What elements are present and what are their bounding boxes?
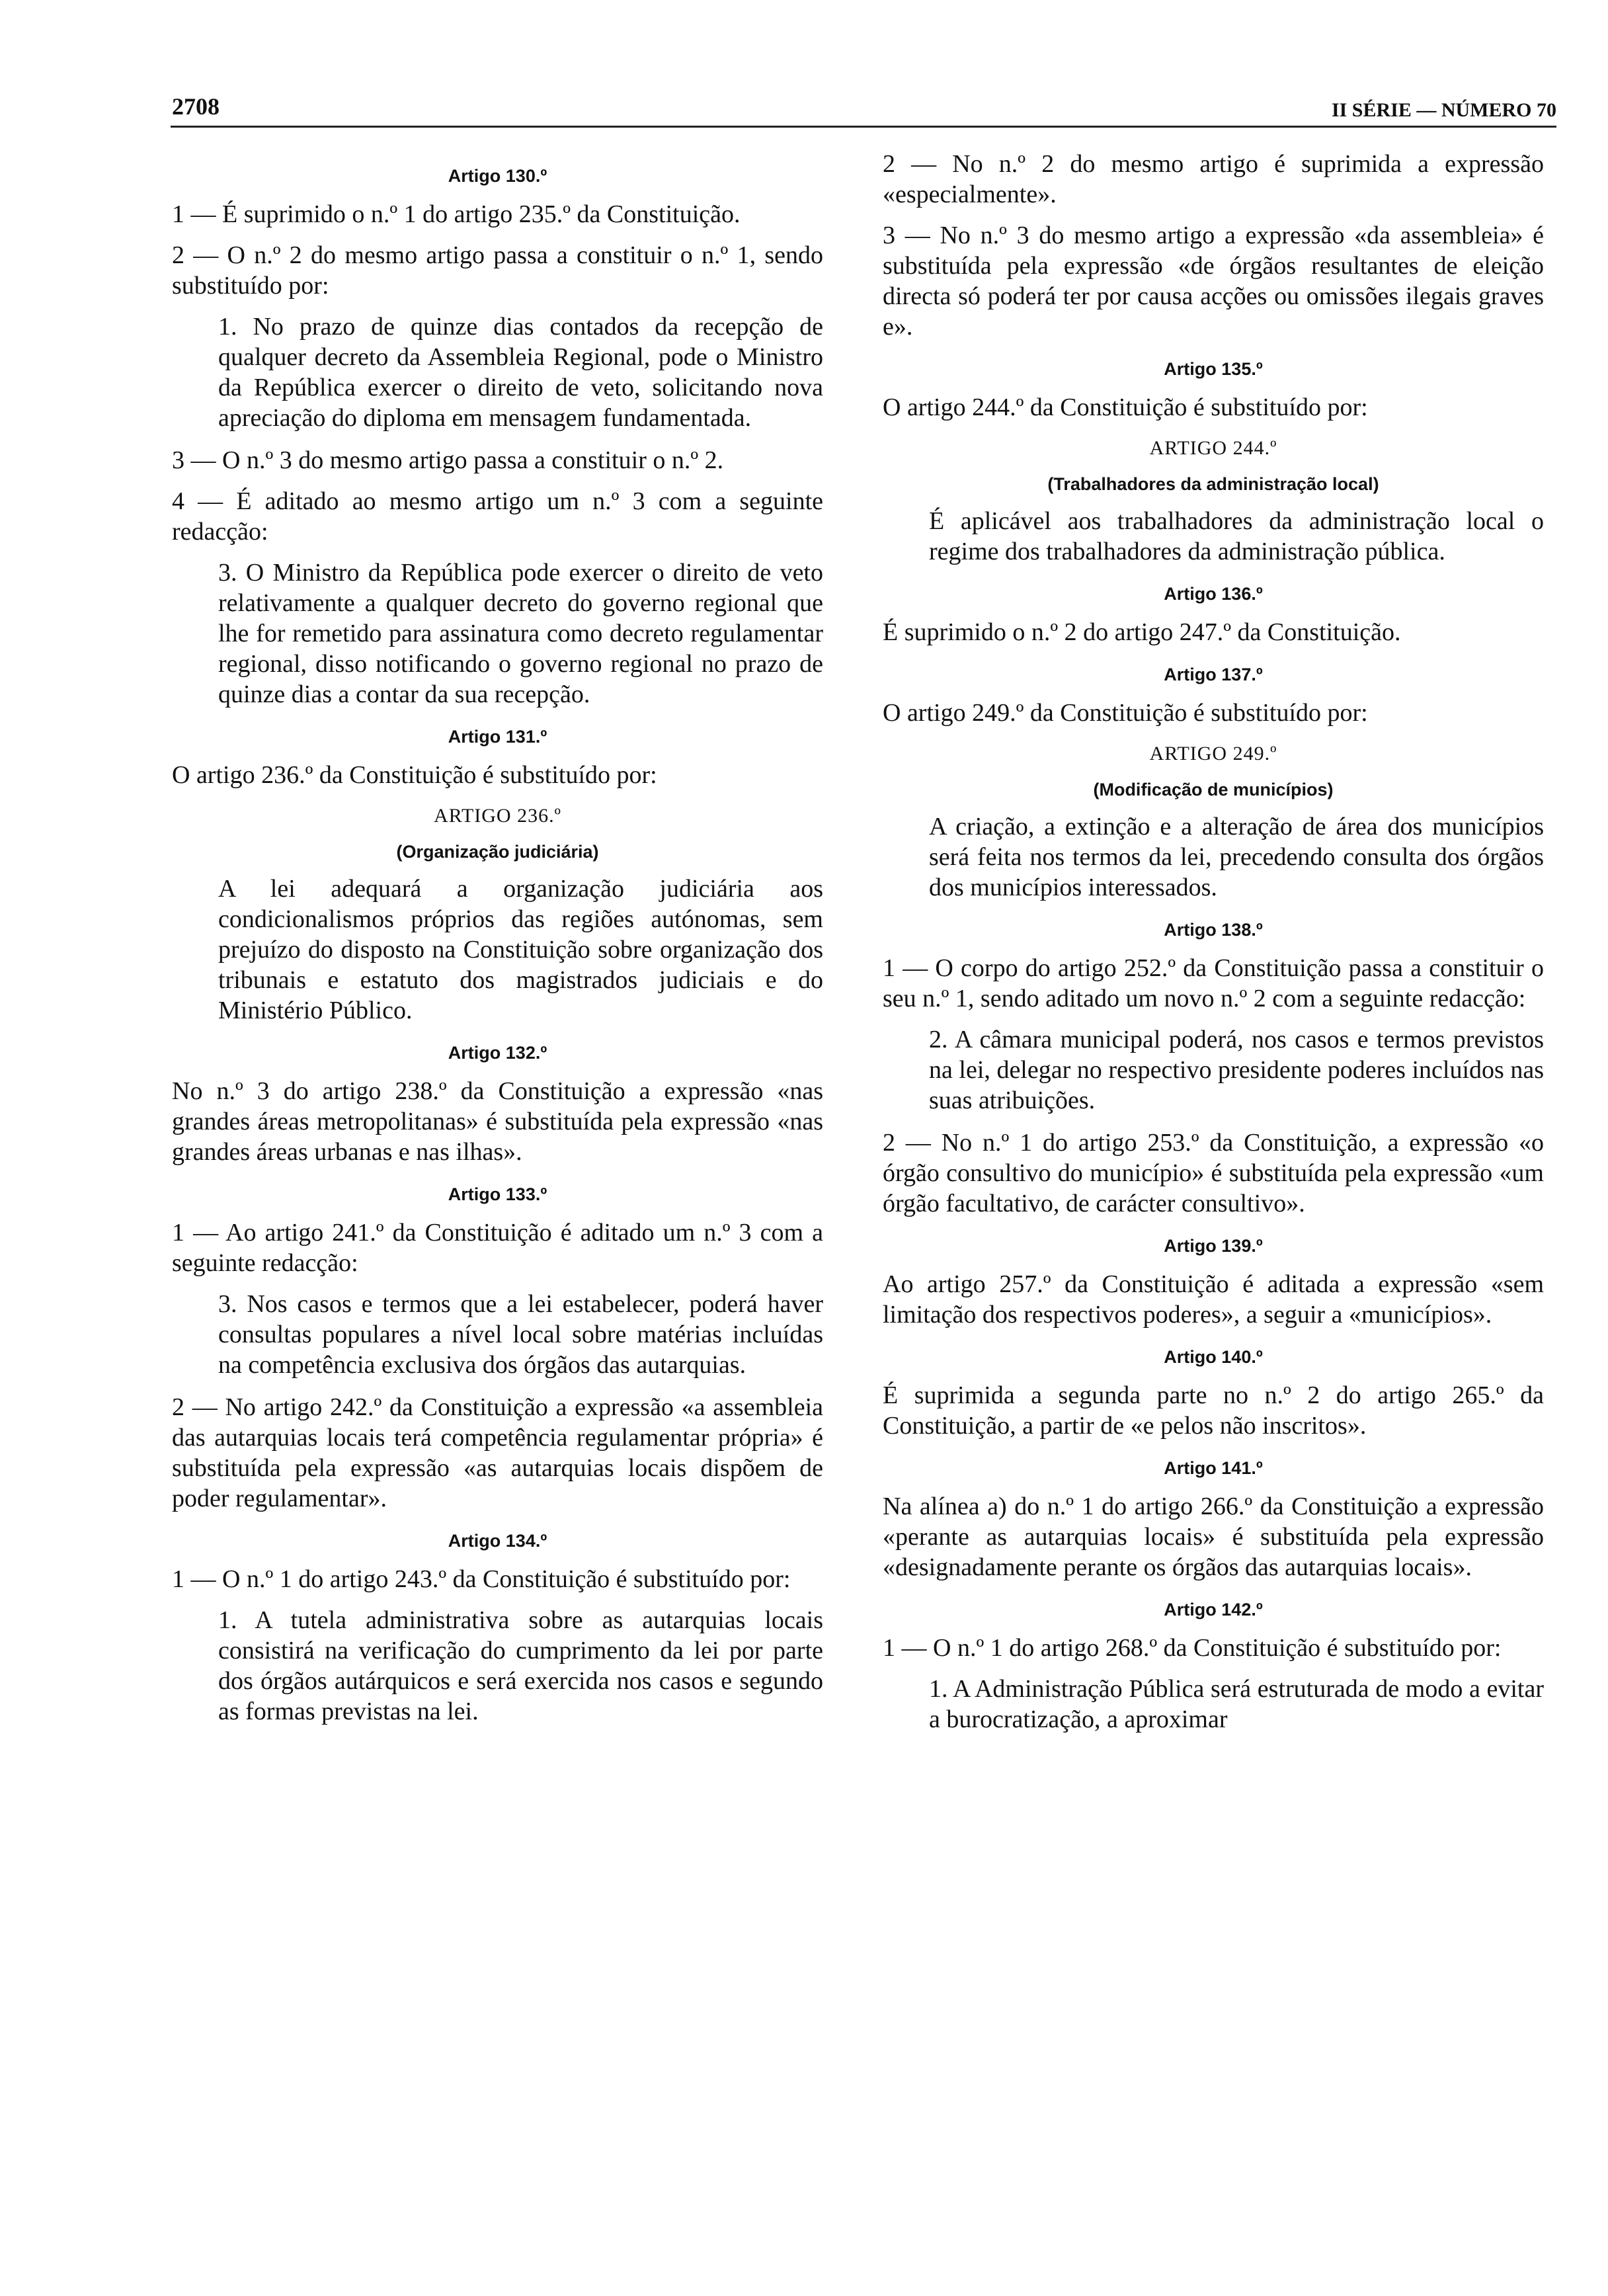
article-subtitle: (Modificação de municípios) [1093, 780, 1334, 800]
paragraph: 2 — No n.º 2 do mesmo artigo é suprimida a expressão «especialmente». [883, 150, 1544, 208]
article-heading: Artigo 135.º [1164, 359, 1263, 379]
constitution-article-heading: ARTIGO 236.º [434, 805, 561, 827]
paragraph: 1 — O corpo do artigo 252.º da Constituição passa a constituir o seu n.º 1, sendo aditado um novo n.º 2 com a seguinte redacção: [883, 954, 1544, 1012]
quoted-text: 1. A Administração Pública será estruturada de modo a evitar a burocratização, a aproximar [929, 1675, 1544, 1733]
article-heading: Artigo 140.º [1164, 1347, 1263, 1367]
paragraph: É suprimido o n.º 2 do artigo 247.º da Constituição. [883, 618, 1401, 646]
paragraph: 3 — No n.º 3 do mesmo artigo a expressão «da assembleia» é substituída pela expressão «de órgãos resultantes de eleição directa só poderá ter por causa acções ou omissões ilegais graves e». [883, 222, 1544, 341]
constitution-article-heading: ARTIGO 249.º [1149, 743, 1277, 764]
paragraph: O artigo 244.º da Constituição é substituído por: [883, 393, 1368, 421]
quoted-text: A lei adequará a organização judiciária aos condicionalismos próprios das regiões autónomas, sem prejuízo do disposto na Constituição sobre organização dos tribunais e estatuto dos magistrados judiciais e do Ministério Público. [218, 875, 823, 1024]
paragraph: Na alínea a) do n.º 1 do artigo 266.º da Constituição a expressão «perante as autarquias locais» é substituída pela expressão «designadamente perante os órgãos das autarquias locais». [883, 1493, 1544, 1581]
series-number: II SÉRIE — NÚMERO 70 [1331, 99, 1556, 121]
paragraph: 1 — O n.º 1 do artigo 268.º da Constituição é substituído por: [883, 1634, 1502, 1662]
quoted-text: 2. A câmara municipal poderá, nos casos e termos previstos na lei, delegar no respectivo presidente poderes incluídos nas suas atribuições. [929, 1026, 1544, 1114]
quoted-text: 3. O Ministro da República pode exercer o direito de veto relativamente a qualquer decreto do governo regional que lhe for remetido para assinatura como decreto regulamentar regional, disso notificando o governo regional no prazo de quinze dias a contar da sua recepção. [218, 559, 823, 708]
paragraph: 3 — O n.º 3 do mesmo artigo passa a constituir o n.º 2. [172, 446, 724, 474]
paragraph: É suprimida a segunda parte no n.º 2 do artigo 265.º da Constituição, a partir de «e pelos não inscritos». [883, 1381, 1544, 1440]
article-heading: Artigo 134.º [448, 1531, 547, 1551]
paragraph: No n.º 3 do artigo 238.º da Constituição a expressão «nas grandes áreas metropolitanas» é substituída pela expressão «nas grandes áreas urbanas e nas ilhas». [172, 1077, 823, 1166]
article-heading: Artigo 133.º [448, 1184, 547, 1204]
page-number: 2708 [172, 93, 220, 120]
paragraph: 1 — Ao artigo 241.º da Constituição é aditado um n.º 3 com a seguinte redacção: [172, 1219, 823, 1277]
paragraph: 2 — O n.º 2 do mesmo artigo passa a constituir o n.º 1, sendo substituído por: [172, 241, 823, 300]
left-column [172, 149, 823, 1739]
article-heading: Artigo 137.º [1164, 665, 1263, 684]
article-heading: Artigo 131.º [448, 727, 547, 747]
quoted-text: 3. Nos casos e termos que a lei estabelecer, poderá haver consultas populares a nível local sobre matérias incluídas na competência exclusiva dos órgãos das autarquias. [218, 1290, 823, 1379]
right-column [883, 149, 1544, 1746]
quoted-text: A criação, a extinção e a alteração de área dos municípios será feita nos termos da lei, precedendo consulta dos órgãos dos municípios interessados. [929, 813, 1544, 901]
paragraph: O artigo 236.º da Constituição é substituído por: [172, 761, 657, 789]
article-subtitle: (Organização judiciária) [396, 842, 599, 862]
quoted-text: 1. A tutela administrativa sobre as autarquias locais consistirá na verificação do cumprimento da lei por parte dos órgãos autárquicos e será exercida nos casos e segundo as formas previstas na lei. [218, 1606, 823, 1725]
quoted-text: 1. No prazo de quinze dias contados da recepção de qualquer decreto da Assembleia Regional, pode o Ministro da República exercer o direito de veto, solicitando nova apreciação do diploma em mensagem fundamentada. [218, 313, 823, 432]
article-subtitle: (Trabalhadores da administração local) [1047, 474, 1379, 494]
article-heading: Artigo 132.º [448, 1043, 547, 1063]
article-heading: Artigo 142.º [1164, 1600, 1263, 1620]
paragraph: 1 — É suprimido o n.º 1 do artigo 235.º da Constituição. [172, 200, 741, 228]
quoted-text: É aplicável aos trabalhadores da administração local o regime dos trabalhadores da administração pública. [929, 507, 1544, 565]
paragraph: 1 — O n.º 1 do artigo 243.º da Constituição é substituído por: [172, 1565, 791, 1593]
article-heading: Artigo 139.º [1164, 1236, 1263, 1256]
header-rule [171, 126, 1556, 128]
paragraph: 4 — É aditado ao mesmo artigo um n.º 3 com a seguinte redacção: [172, 487, 823, 546]
paragraph: O artigo 249.º da Constituição é substituído por: [883, 699, 1368, 727]
constitution-article-heading: ARTIGO 244.º [1149, 437, 1277, 459]
paragraph: Ao artigo 257.º da Constituição é aditada a expressão «sem limitação dos respectivos poderes», a seguir a «municípios». [883, 1270, 1544, 1329]
article-heading: Artigo 136.º [1164, 584, 1263, 604]
article-heading: Artigo 141.º [1164, 1458, 1263, 1478]
paragraph: 2 — No artigo 242.º da Constituição a expressão «a assembleia das autarquias locais terá competência regulamentar própria» é substituída pela expressão «as autarquias locais dispõem de poder regulamentar». [172, 1393, 823, 1512]
paragraph: 2 — No n.º 1 do artigo 253.º da Constituição, a expressão «o órgão consultivo do município» é substituída pela expressão «um órgão facultativo, de carácter consultivo». [883, 1129, 1544, 1217]
article-heading: Artigo 138.º [1164, 920, 1263, 940]
article-heading: Artigo 130.º [448, 166, 547, 186]
